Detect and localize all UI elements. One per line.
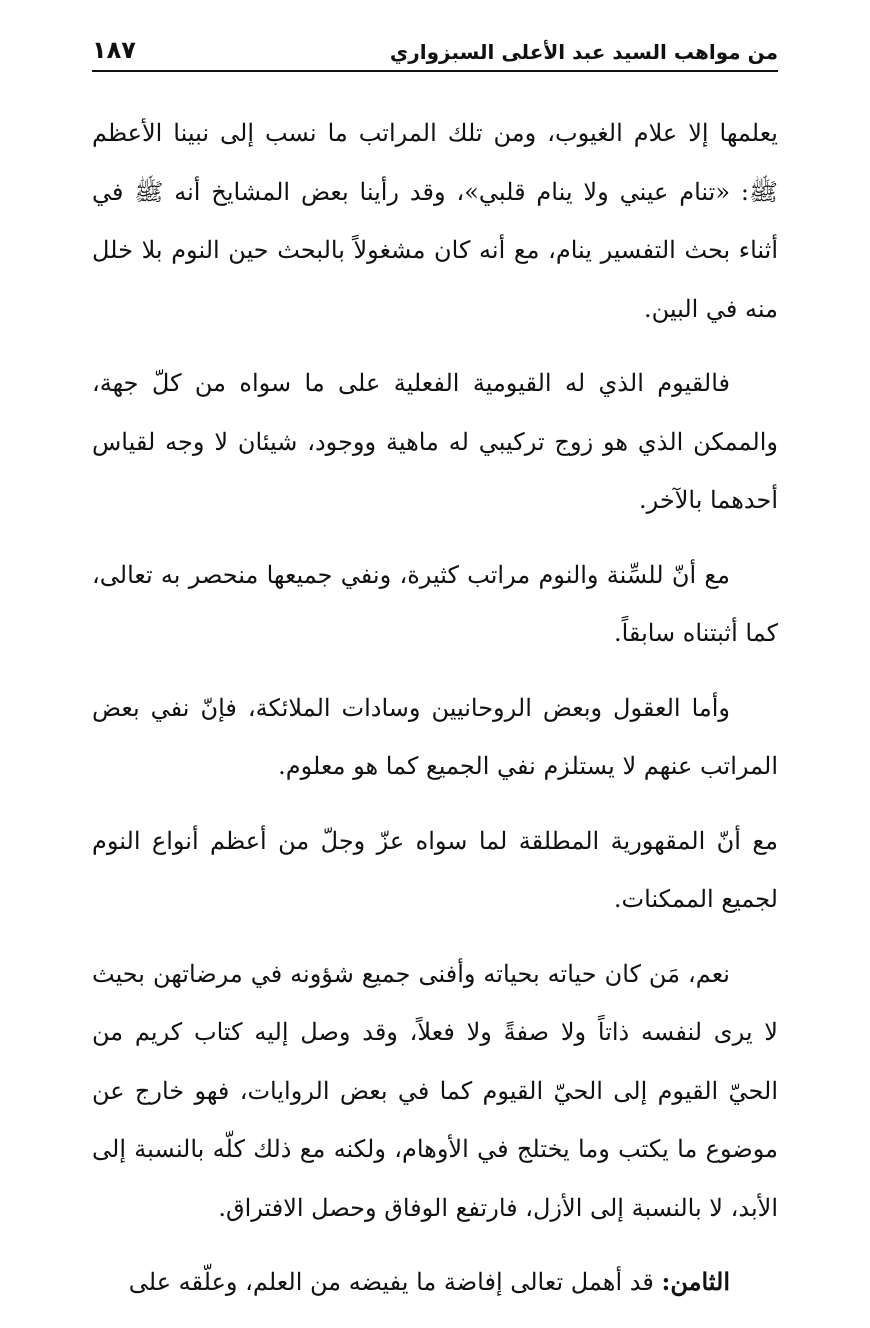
paragraph-eighth [92, 1253, 778, 1312]
paragraph: مع أنّ المقهورية المطلقة لما سواه عزّ وجلّ من أعظم أنواع النوم لجميع الممكنات. [92, 826, 778, 913]
body-text [92, 104, 778, 1328]
section-term: الثامن: [661, 1267, 730, 1296]
section-text: قد أهمل تعالى إفاضة ما يفيضه من العلم، وعلّقه على [128, 1268, 662, 1296]
running-title: من مواهب السيد عبد الأعلى السبزواري [389, 40, 778, 64]
paragraph: وأما العقول وبعض الروحانيين وسادات الملائكة، فإنّ نفي بعض المراتب عنهم لا يستلزم نفي الجميع كما هو معلوم. [92, 693, 778, 780]
paragraph: مع أنّ للسِّنة والنوم مراتب كثيرة، ونفي جميعها منحصر به تعالى، كما أثبتناه سابقاً. [92, 560, 778, 647]
paragraph: نعم، مَن كان حياته بحياته وأفنى جميع شؤونه في مرضاتهن بحيث لا يرى لنفسه ذاتاً ولا صفةً ولا فعلاً، وقد وصل إليه كتاب كريم من الحيّ القيوم إلى الحيّ القيوم كما في بعض الروايات، فهو خارج عن موضوع ما يكتب وما يختلج في الأوهام، ولكنه مع ذلك كلّه بالنسبة إلى الأبد، لا بالنسبة إلى الأزل، فارتفع الوفاق وحصل الافتراق. [92, 959, 778, 1222]
page [92, 0, 778, 1296]
paragraph-continuation: يعلمها إلا علام الغيوب، ومن تلك المراتب ما نسب إلى نبينا الأعظم ﷺ: «تنام عيني ولا ينام قلبي»، وقد رأينا بعض المشايخ أنه ﷺ في أثناء بحث التفسير ينام، مع أنه كان مشغولاً بالبحث حين النوم بلا خلل منه في البين. [92, 119, 778, 323]
page-number: ١٨٧ [92, 36, 136, 64]
page-header [92, 30, 778, 72]
paragraph: فالقيوم الذي له القيومية الفعلية على ما سواه من كلّ جهة، والممكن الذي هو زوج تركيبي له ماهية ووجود، شيئان لا وجه لقياس أحدهما بالآخر. [92, 369, 778, 514]
